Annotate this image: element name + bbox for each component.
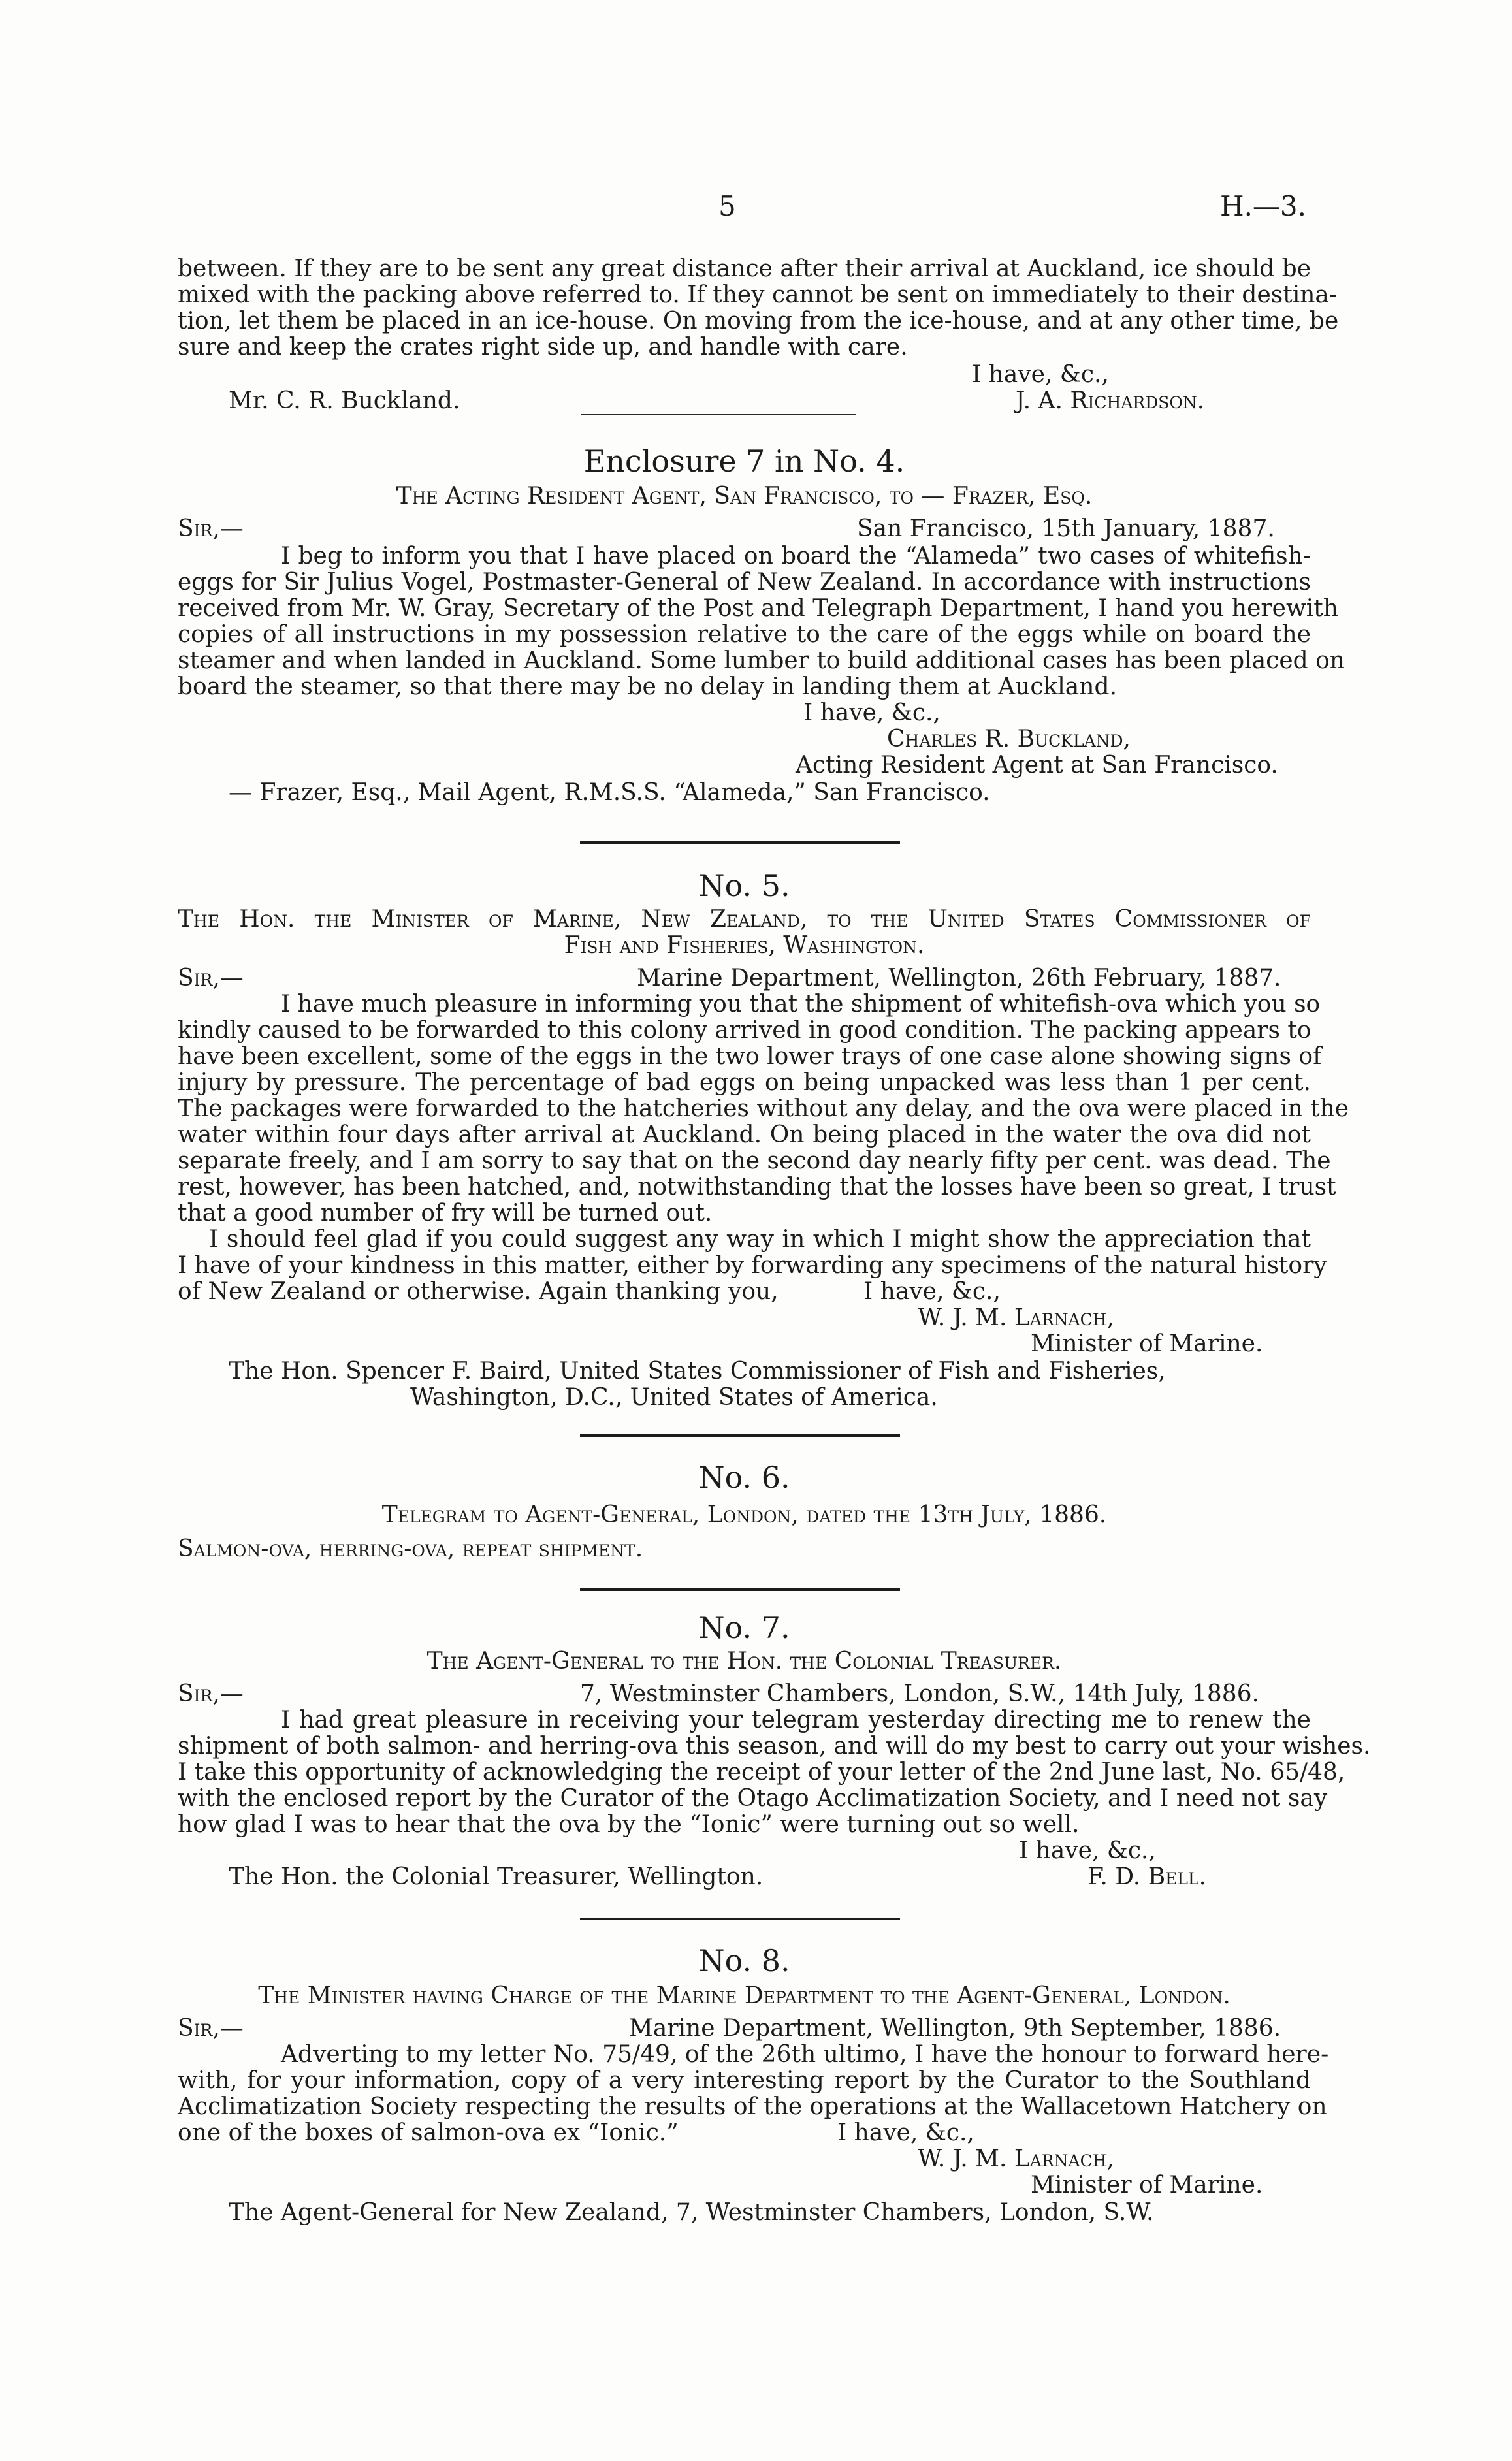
text-line: I have much pleasure in informing you that the shipment of whitefish-ova which you so — [281, 991, 1321, 1018]
text-line: that a good number of fry will be turned out. — [178, 1200, 713, 1227]
text-line: Acclimatization Society respecting the results of the operations at the Wallacetown Hatchery on — [178, 2093, 1327, 2120]
text-line: received from Mr. W. Gray, Secretary of the Post and Telegraph Department, I hand you herewith — [178, 595, 1338, 622]
text-line: I beg to inform you that I have placed on board the “Alameda” two cases of whitefish- — [281, 543, 1311, 570]
divider — [580, 1434, 900, 1437]
divider — [580, 1918, 900, 1920]
dateline: Marine Department, Wellington, 9th September, 1886. — [629, 2015, 1281, 2042]
section-subtitle: Fish and Fisheries, Washington. — [564, 932, 925, 959]
text-line: kindly caused to be forwarded to this colony arrived in good condition. The packing appears to — [178, 1017, 1311, 1044]
text-line: board the steamer, so that there may be no delay in landing them at Auckland. — [178, 673, 1117, 700]
section-subtitle: The Agent-General to the Hon. the Colonial Treasurer. — [426, 1648, 1062, 1675]
signature-title: Minister of Marine. — [1031, 1330, 1263, 1357]
signature: W. J. M. Larnach, — [918, 1304, 1114, 1331]
text-line: have been excellent, some of the eggs in the two lower trays of one case alone showing signs of — [178, 1043, 1322, 1070]
addressee: Washington, D.C., United States of America. — [410, 1384, 938, 1411]
text-line: one of the boxes of salmon-ova ex “Ionic.” — [178, 2119, 679, 2146]
text-line: of New Zealand or otherwise. Again thanking you, — [178, 1278, 779, 1305]
section-title: Enclosure 7 in No. 4. — [583, 443, 905, 479]
text-line: how glad I was to hear that the ova by the “Ionic” were turning out so well. — [178, 1811, 1080, 1838]
text-line: copies of all instructions in my possession relative to the care of the eggs while on board the — [178, 621, 1311, 648]
document-reference: H.—3. — [1219, 190, 1306, 222]
section-subtitle: The Hon. the Minister of Marine, New Zealand, to the United States Commissioner of — [178, 906, 1311, 933]
section-subtitle: The Minister having Charge of the Marine Department to the Agent-General, London. — [258, 1982, 1231, 2009]
addressee: The Hon. the Colonial Treasurer, Wellington. — [229, 1863, 764, 1890]
page-number: 5 — [718, 190, 736, 222]
section-title: No. 8. — [698, 1943, 790, 1978]
dateline: 7, Westminster Chambers, London, S.W., 14th July, 1886. — [580, 1681, 1260, 1707]
signature: W. J. M. Larnach, — [918, 2146, 1114, 2172]
dateline: Marine Department, Wellington, 26th February, 1887. — [637, 965, 1281, 991]
signature-title: Minister of Marine. — [1031, 2172, 1263, 2198]
text-line: shipment of both salmon- and herring-ova this season, and will do my best to carry out your wishes. — [178, 1733, 1371, 1760]
section-subtitle: The Acting Resident Agent, San Francisco, to — Frazer, Esq. — [396, 483, 1093, 509]
closing-line: I have, &c., — [837, 2119, 974, 2146]
closing-line: I have, &c., — [863, 1278, 1001, 1305]
text-line: with, for your information, copy of a very interesting report by the Curator to the Southland — [178, 2067, 1311, 2094]
text-line: water within four days after arrival at Auckland. On being placed in the water the ova did not — [178, 1121, 1311, 1148]
text-line: separate freely, and I am sorry to say that on the second day nearly fifty per cent. was dead. The — [178, 1148, 1331, 1174]
text-line: I have of your kindness in this matter, either by forwarding any specimens of the natural history — [178, 1252, 1327, 1279]
text-line: between. If they are to be sent any great distance after their arrival at Auckland, ice should be — [178, 255, 1311, 282]
divider — [580, 841, 900, 844]
signature: J. A. Richardson. — [1016, 387, 1205, 414]
section-title: No. 6. — [698, 1460, 790, 1495]
text-line: I take this opportunity of acknowledging the receipt of your letter of the 2nd June last, No. 65/48, — [178, 1759, 1345, 1786]
divider — [581, 414, 856, 415]
addressee: Mr. C. R. Buckland. — [229, 387, 460, 414]
salutation: Sir,— — [178, 515, 244, 542]
telegram-text: Salmon-ova, herring-ova, repeat shipment. — [178, 1536, 643, 1562]
section-title: No. 7. — [698, 1610, 790, 1645]
text-line: injury by pressure. The percentage of bad eggs on being unpacked was less than 1 per cent. — [178, 1069, 1311, 1096]
closing-line: I have, &c., — [1019, 1837, 1156, 1864]
text-line: I had great pleasure in receiving your telegram yesterday directing me to renew the — [281, 1707, 1311, 1733]
addressee: — Frazer, Esq., Mail Agent, R.M.S.S. “Alameda,” San Francisco. — [229, 779, 990, 806]
text-line: The packages were forwarded to the hatcheries without any delay, and the ova were placed in the — [178, 1095, 1349, 1122]
text-line: steamer and when landed in Auckland. Some lumber to build additional cases has been placed on — [178, 647, 1345, 674]
addressee: The Agent-General for New Zealand, 7, Westminster Chambers, London, S.W. — [229, 2199, 1154, 2226]
signature: Charles R. Buckland, — [887, 726, 1131, 752]
divider — [580, 1588, 900, 1591]
section-subtitle: Telegram to Agent-General, London, dated the 13th July, 1886. — [381, 1502, 1107, 1528]
text-line: tion, let them be placed in an ice-house. On moving from the ice-house, and at any other time, be — [178, 308, 1339, 334]
closing-line: I have, &c., — [972, 361, 1109, 388]
section-title: No. 5. — [698, 868, 790, 903]
text-line: eggs for Sir Julius Vogel, Postmaster-General of New Zealand. In accordance with instructions — [178, 569, 1311, 596]
text-line: rest, however, has been hatched, and, notwithstanding that the losses have been so great, I trust — [178, 1174, 1336, 1200]
salutation: Sir,— — [178, 965, 244, 991]
text-line: Adverting to my letter No. 75/49, of the 26th ultimo, I have the honour to forward here- — [281, 2041, 1329, 2068]
text-line: mixed with the packing above referred to. If they cannot be sent on immediately to their destina- — [178, 281, 1338, 308]
text-line: sure and keep the crates right side up, and handle with care. — [178, 334, 908, 361]
text-line: with the enclosed report by the Curator of the Otago Acclimatization Society, and I need not say — [178, 1785, 1328, 1812]
salutation: Sir,— — [178, 1681, 244, 1707]
text-line: I should feel glad if you could suggest any way in which I might show the appreciation that — [209, 1226, 1311, 1253]
dateline: San Francisco, 15th January, 1887. — [857, 515, 1275, 542]
closing-line: I have, &c., — [803, 700, 941, 726]
signature-title: Acting Resident Agent at San Francisco. — [796, 752, 1278, 779]
addressee: The Hon. Spencer F. Baird, United States Commissioner of Fish and Fisheries, — [229, 1358, 1166, 1385]
signature: F. D. Bell. — [1087, 1863, 1207, 1890]
salutation: Sir,— — [178, 2015, 244, 2042]
